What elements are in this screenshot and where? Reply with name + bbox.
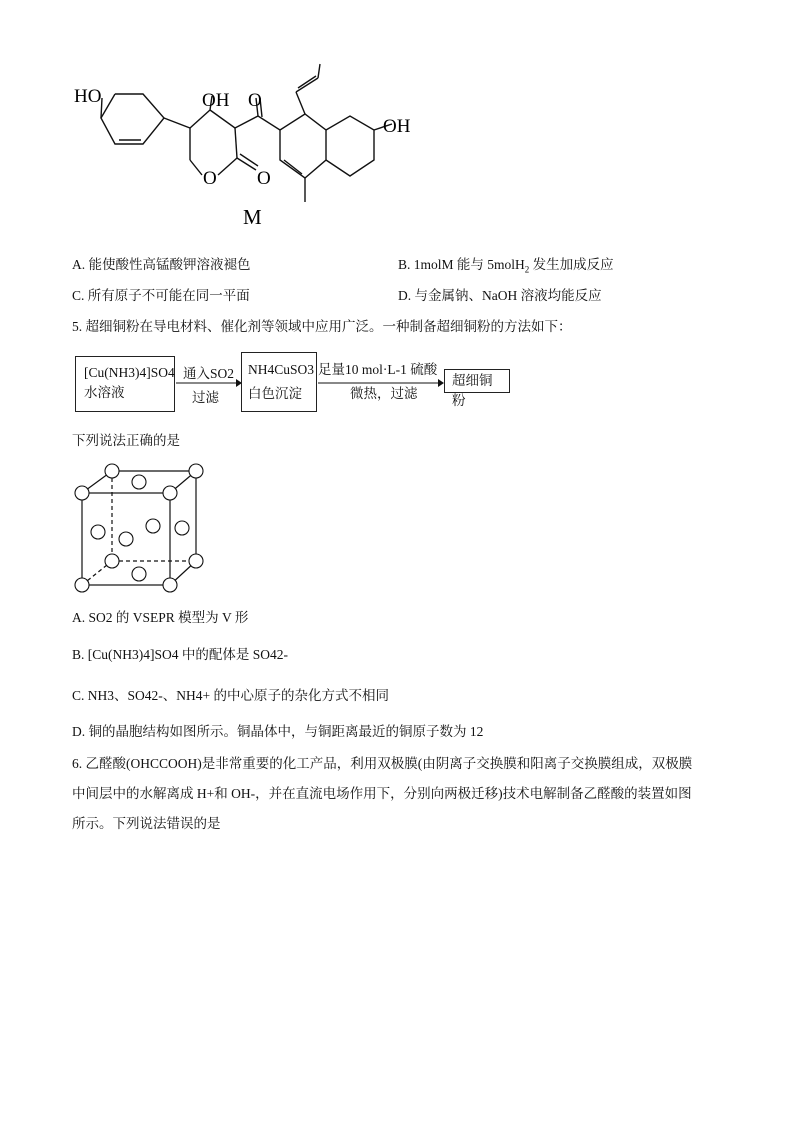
q4-option-b-post: 发生加成反应 xyxy=(529,257,614,272)
q4-option-b xyxy=(398,256,614,274)
q5-question: 下列说法正确的是 xyxy=(72,433,180,448)
label-o-carbonyl: O xyxy=(248,90,262,111)
q6-line-2: 中间层中的水解离成 H+和 OH-，并在直流电场作用下，分别向两极迁移)技术电解制备乙醛酸的装置如图 xyxy=(72,786,692,801)
q5-option-d: D. 铜的晶胞结构如图所示。铜晶体中，与铜距离最近的铜原子数为 12 xyxy=(72,724,484,739)
flow-box-start-line1: [Cu(NH3)4]SO4 xyxy=(84,365,175,380)
q5-stem: 5. 超细铜粉在导电材料、催化剂等领域中应用广泛。一种制备超细铜粉的方法如下： xyxy=(72,319,572,334)
flow-box-start-line2: 水溶液 xyxy=(84,385,125,400)
flow-arrow-2 xyxy=(318,378,444,388)
arrow2-bottom-label: 微热，过滤 xyxy=(350,386,418,401)
q5-option-a: A. SO2 的 VSEPR 模型为 V 形 xyxy=(72,610,249,625)
q4-option-c: C. 所有原子不可能在同一平面 xyxy=(72,288,250,303)
q4-option-d: D. 与金属钠、NaOH 溶液均能反应 xyxy=(398,288,602,303)
q6-line-1: 6. 乙醛酸(OHCCOOH)是非常重要的化工产品，利用双极膜(由阴离子交换膜和阳离子交换膜组成，双极膜 xyxy=(72,756,693,771)
molecule-m-structure xyxy=(60,60,440,240)
flow-box-middle xyxy=(241,352,317,412)
flow-box-middle-line2: 白色沉淀 xyxy=(248,386,302,401)
arrow1-bottom-label: 过滤 xyxy=(192,390,219,405)
label-oh-right: OH xyxy=(383,116,411,137)
flow-box-middle-line1: NH4CuSO3 xyxy=(248,362,315,377)
flow-arrow-1 xyxy=(176,378,242,388)
copper-unit-cell-diagram xyxy=(70,456,210,601)
flow-box-end: 超细铜粉 xyxy=(444,369,510,393)
label-o-ring: O xyxy=(203,168,217,189)
label-oh-top: OH xyxy=(202,90,230,111)
label-ho-left: HO xyxy=(74,86,102,107)
q5-option-c: C. NH3、SO42-、NH4+ 的中心原子的杂化方式不相同 xyxy=(72,688,389,703)
q4-option-a: A. 能使酸性高锰酸钾溶液褪色 xyxy=(72,257,251,272)
arrow2-top-label: 足量10 mol·L-1 硫酸 xyxy=(318,362,438,377)
arrow1-top-label: 通入SO2 xyxy=(183,366,235,381)
q4-option-b-sub: 2 xyxy=(524,264,530,275)
q6-line-3: 所示。下列说法错误的是 xyxy=(72,816,221,831)
q5-option-b: B. [Cu(NH3)4]SO4 中的配体是 SO42- xyxy=(72,647,288,662)
flow-box-start xyxy=(75,356,175,412)
label-o-lactone: O xyxy=(257,168,271,189)
q4-option-b-pre: B. 1molM 能与 5molH xyxy=(398,257,525,272)
molecule-name: M xyxy=(243,205,262,229)
